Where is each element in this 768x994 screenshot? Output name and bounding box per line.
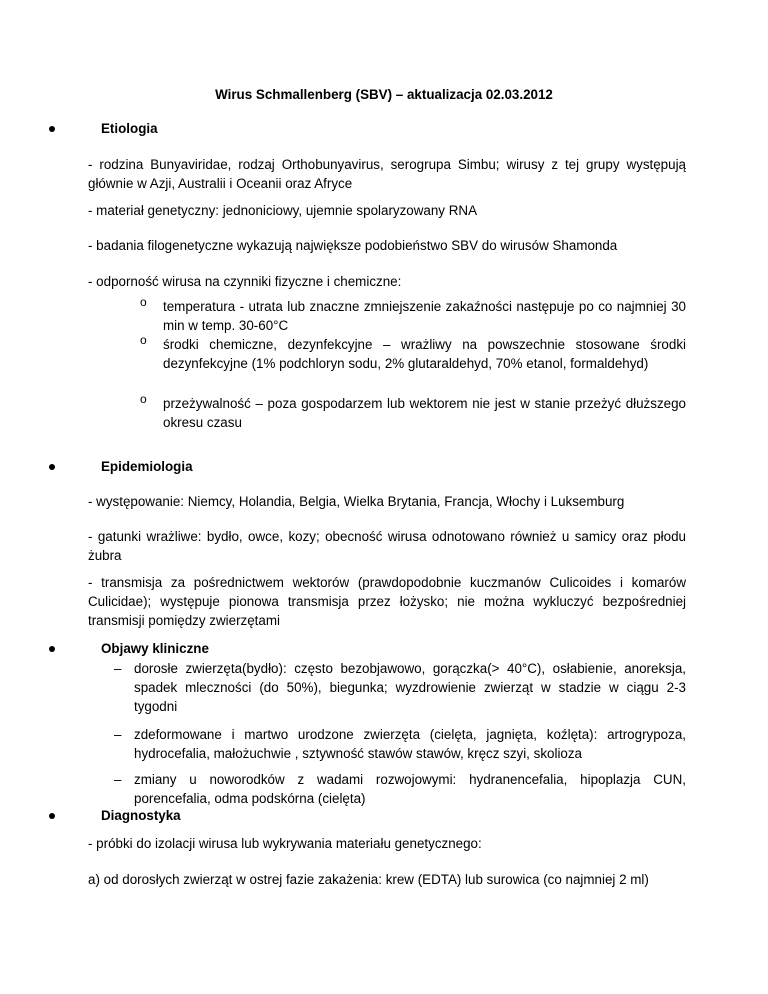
section-heading-etiologia xyxy=(49,119,158,138)
circle-bullet-icon: o xyxy=(140,295,147,309)
paragraph: - próbki do izolacji wirusa lub wykrywania materiału genetycznego: xyxy=(88,836,482,851)
list-item xyxy=(114,725,686,763)
circle-bullet-icon: o xyxy=(140,333,147,347)
paragraph: - gatunki wrażliwe: bydło, owce, kozy; obecność wirusa odnotowano również u samicy oraz płodu żubra xyxy=(88,529,686,563)
dash-bullet-icon: – xyxy=(114,772,122,787)
section-heading-label: Objawy kliniczne xyxy=(101,641,209,656)
section-heading-diagnostyka xyxy=(49,806,181,825)
paragraph: - występowanie: Niemcy, Holandia, Belgia, Wielka Brytania, Francja, Włochy i Luksemburg xyxy=(88,494,625,509)
list-item xyxy=(142,297,686,335)
bullet-icon xyxy=(49,464,55,470)
paragraph: - rodzina Bunyaviridae, rodzaj Orthobunyavirus, serogrupa Simbu; wirusy z tej grupy występują głównie w Azji, Australii i Oceanii oraz Afryce xyxy=(88,157,686,191)
paragraph: a) od dorosłych zwierząt w ostrej fazie zakażenia: krew (EDTA) lub surowica (co najmniej 2 ml) xyxy=(88,872,649,887)
list-item-text: dorosłe zwierzęta(bydło): często bezobjawowo, gorączka(> 40°C), osłabienie, anoreksja, spadek mleczności (do 50%), biegunka; wyzdrowienie zwierząt w stadzie w ciągu 2-3 tygodni xyxy=(134,661,686,714)
section-heading-label: Epidemiologia xyxy=(101,459,193,474)
paragraph: - transmisja za pośrednictwem wektorów (prawdopodobnie kuczmanów Culicoides i komarów Culicidae); występuje pionowa transmisja przez łożysko; nie można wykluczyć bezpośredniej transmisji pomiędzy zwierzętami xyxy=(88,575,686,628)
paragraph: - odporność wirusa na czynniki fizyczne i chemiczne: xyxy=(88,274,402,289)
list-item xyxy=(142,394,686,432)
document-title: Wirus Schmallenberg (SBV) – aktualizacja 02.03.2012 xyxy=(215,87,553,102)
list-item-text: przeżywalność – poza gospodarzem lub wektorem nie jest w stanie przeżyć dłuższego okresu czasu xyxy=(163,396,686,430)
section-heading-label: Etiologia xyxy=(101,121,158,136)
paragraph: - materiał genetyczny: jednoniciowy, ujemnie spolaryzowany RNA xyxy=(88,203,477,218)
circle-bullet-icon: o xyxy=(140,392,147,406)
list-item-text: temperatura - utrata lub znaczne zmniejszenie zakaźności następuje po co najmniej 30 min w temp. 30-60°C xyxy=(163,299,686,333)
dash-bullet-icon: – xyxy=(114,727,122,742)
list-item xyxy=(114,659,686,716)
bullet-icon xyxy=(49,126,55,132)
bullet-icon xyxy=(49,646,55,652)
list-item xyxy=(114,770,686,808)
list-item-text: zmiany u noworodków z wadami rozwojowymi: hydranencefalia, hipoplazja CUN, porencefalia, odma podskórna (cielęta) xyxy=(134,772,686,806)
dash-bullet-icon: – xyxy=(114,661,122,676)
list-item-text: zdeformowane i martwo urodzone zwierzęta (cielęta, jagnięta, koźlęta): artrogrypoza, hydrocefalia, małożuchwie , sztywność stawów stawów, kręcz szyi, skolioza xyxy=(134,727,686,761)
section-heading-label: Diagnostyka xyxy=(101,808,181,823)
list-item xyxy=(142,335,686,373)
paragraph: - badania filogenetyczne wykazują największe podobieństwo SBV do wirusów Shamonda xyxy=(88,238,618,253)
bullet-icon xyxy=(49,813,55,819)
section-heading-epidemiologia xyxy=(49,457,193,476)
list-item-text: środki chemiczne, dezynfekcyjne – wrażliwy na powszechnie stosowane środki dezynfekcyjne (1% podchloryn sodu, 2% glutaraldehyd, 70% etanol, formaldehyd) xyxy=(163,337,686,371)
section-heading-objawy xyxy=(49,639,209,658)
